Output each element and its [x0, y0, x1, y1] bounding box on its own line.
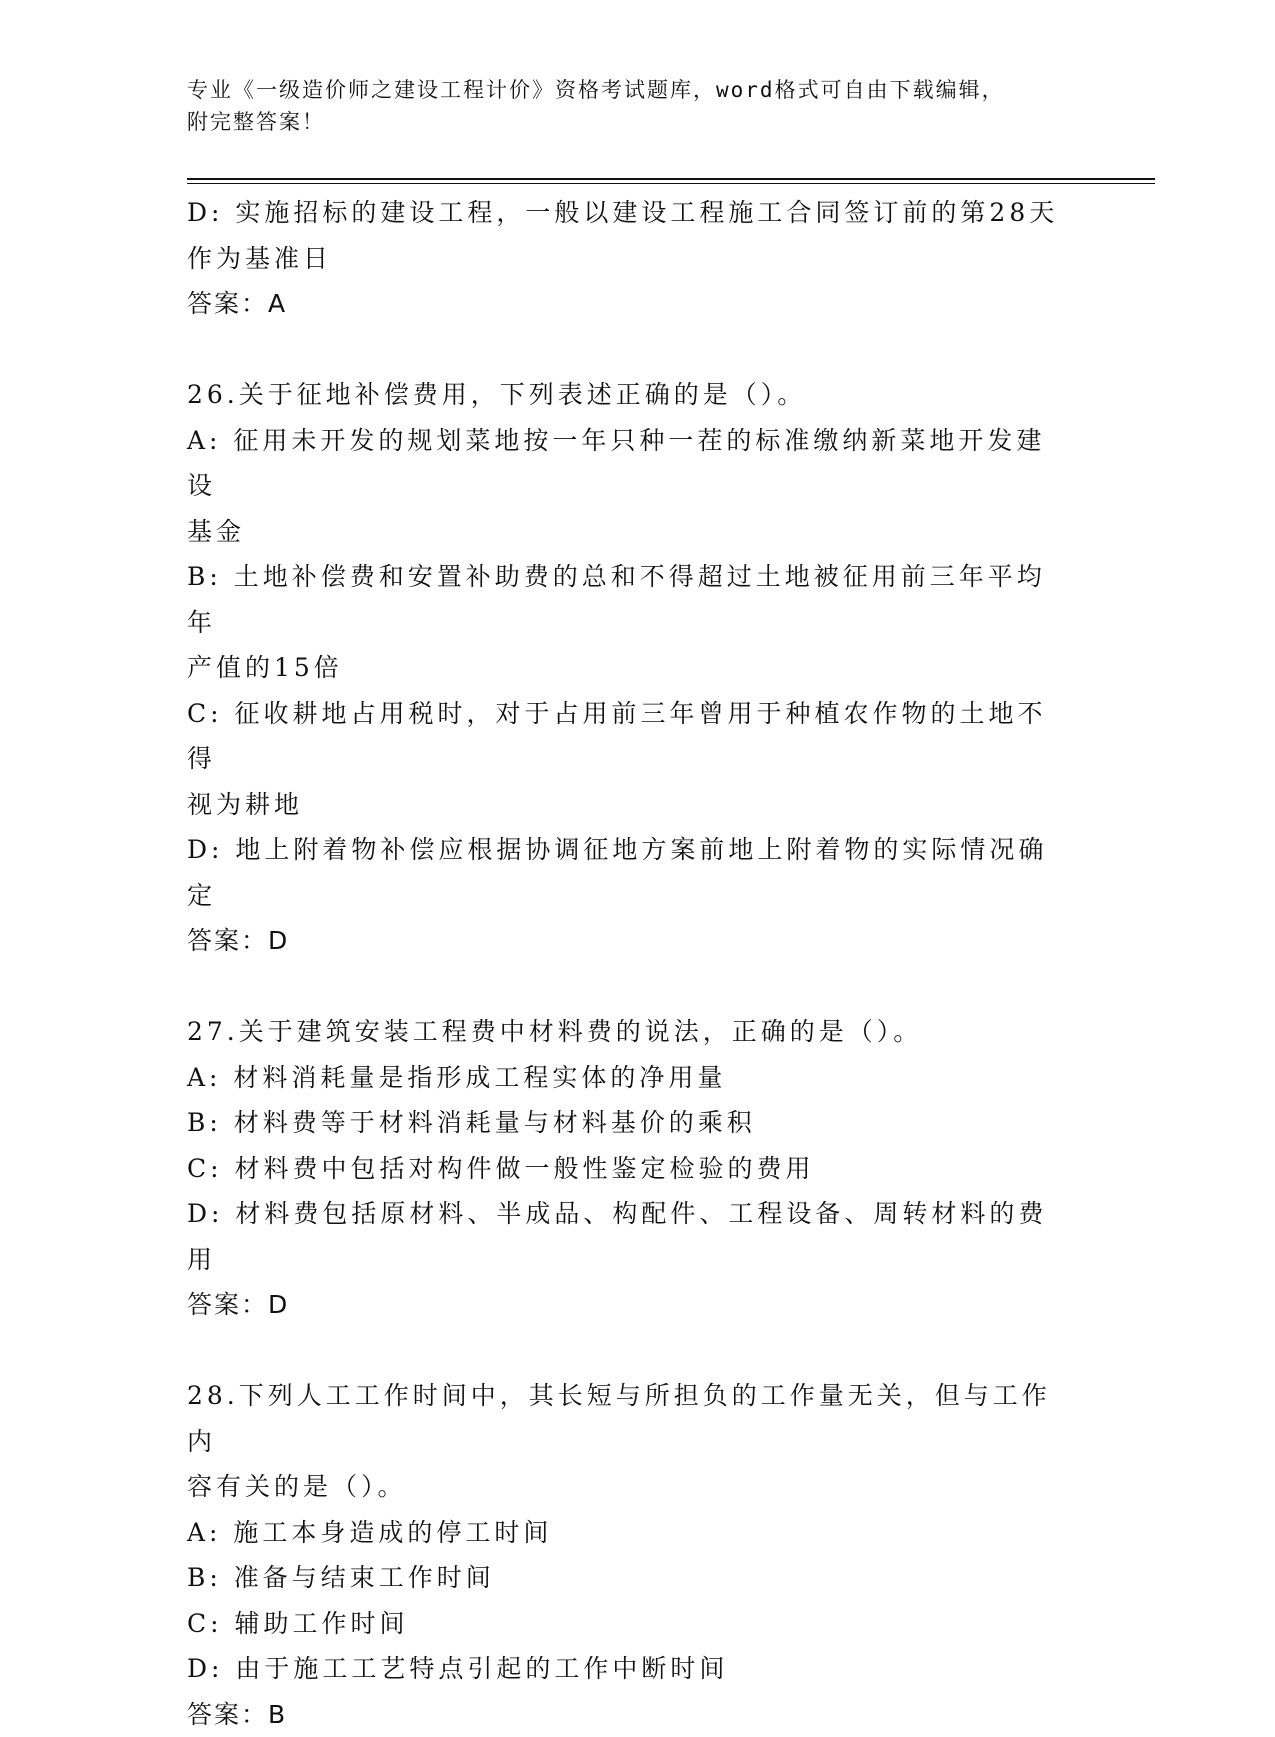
option-c: C: 材料费中包括对构件做一般性鉴定检验的费用 [187, 1146, 1072, 1192]
option-c-cont: 视为耕地 [187, 782, 1072, 828]
header-line-1: 专业《一级造价师之建设工程计价》资格考试题库，word格式可自由下载编辑， [187, 74, 1087, 106]
question-25-tail [187, 190, 1072, 327]
question-28 [187, 1373, 1072, 1737]
option-d-cont: 作为基准日 [187, 236, 1072, 282]
option-a: A: 材料消耗量是指形成工程实体的净用量 [187, 1055, 1072, 1101]
option-d: D: 实施招标的建设工程，一般以建设工程施工合同签订前的第28天 [187, 190, 1072, 236]
page-header [187, 74, 1087, 138]
question-text-cont: 容有关的是（）。 [187, 1464, 1072, 1510]
spacer [187, 1328, 1072, 1374]
option-a: A: 征用未开发的规划菜地按一年只种一茬的标准缴纳新菜地开发建设 [187, 418, 1072, 509]
question-26 [187, 372, 1072, 964]
option-d: D: 材料费包括原材料、半成品、构配件、工程设备、周转材料的费用 [187, 1191, 1072, 1282]
question-text: 27.关于建筑安装工程费中材料费的说法，正确的是（）。 [187, 1009, 1072, 1055]
question-27 [187, 1009, 1072, 1328]
option-b: B: 材料费等于材料消耗量与材料基价的乘积 [187, 1100, 1072, 1146]
header-rule-thin [187, 183, 1155, 184]
spacer [187, 327, 1072, 373]
header-line-2: 附完整答案！ [187, 106, 1087, 138]
answer: 答案：A [187, 281, 1072, 327]
answer: 答案：D [187, 1282, 1072, 1328]
option-b: B: 土地补偿费和安置补助费的总和不得超过土地被征用前三年平均年 [187, 554, 1072, 645]
option-b: B: 准备与结束工作时间 [187, 1555, 1072, 1601]
spacer [187, 964, 1072, 1010]
document-body [187, 190, 1072, 1737]
option-d: D: 地上附着物补偿应根据协调征地方案前地上附着物的实际情况确定 [187, 827, 1072, 918]
option-c: C: 征收耕地占用税时，对于占用前三年曾用于种植农作物的土地不得 [187, 691, 1072, 782]
answer: 答案：D [187, 918, 1072, 964]
question-text: 26.关于征地补偿费用，下列表述正确的是（）。 [187, 372, 1072, 418]
option-d: D: 由于施工工艺特点引起的工作中断时间 [187, 1646, 1072, 1692]
option-b-cont: 产值的15倍 [187, 645, 1072, 691]
header-rule-thick [187, 178, 1155, 180]
option-c: C: 辅助工作时间 [187, 1601, 1072, 1647]
option-a-cont: 基金 [187, 509, 1072, 555]
option-a: A: 施工本身造成的停工时间 [187, 1510, 1072, 1556]
answer: 答案：B [187, 1692, 1072, 1737]
question-text: 28.下列人工工作时间中，其长短与所担负的工作量无关，但与工作内 [187, 1373, 1072, 1464]
